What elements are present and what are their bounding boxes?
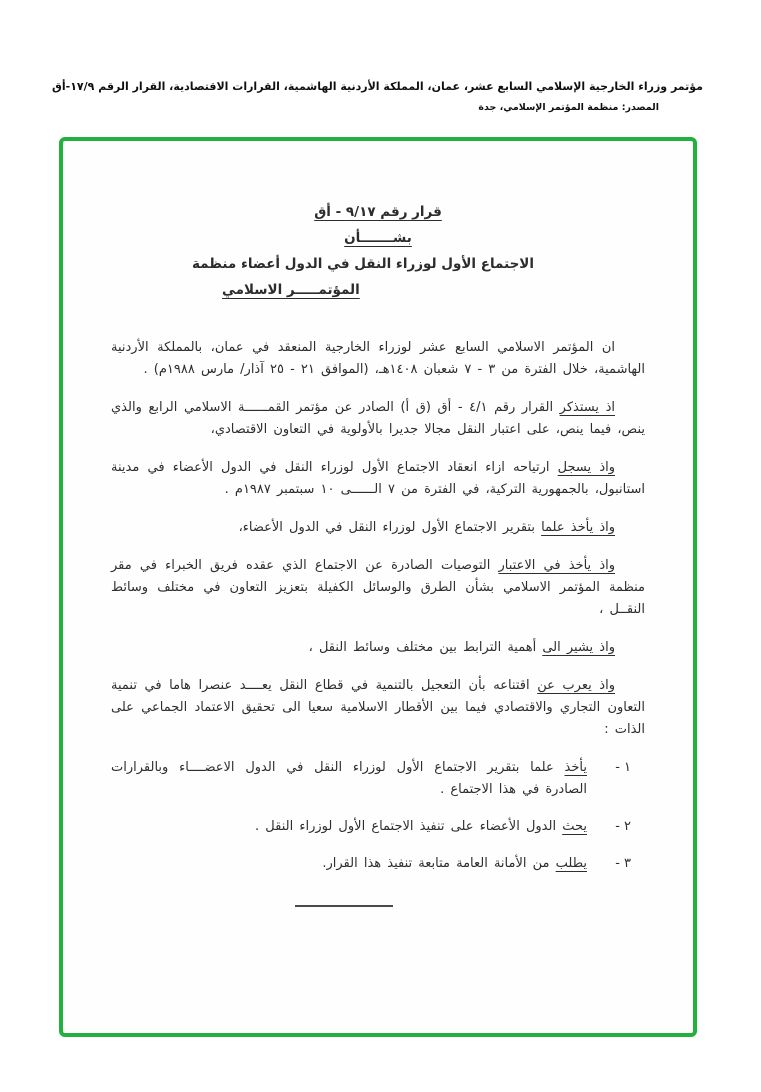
resolution-subject-line2: المؤتمـــــر الاسلامي [222, 281, 360, 298]
paragraph-text: اقتناعه بأن التعجيل بالتنمية في قطاع النقل يعــــد عنصرا هاما في تنمية التعاون التجاري والاقتصادي فيما بين الأقطار الاسلامية سعيا الى تحقيق الاعتماد الجماعي على الذات : [111, 677, 645, 737]
preamble-paragraph [111, 517, 645, 539]
item-body: من الأمانة العامة متابعة تنفيذ هذا القرار. [322, 855, 556, 871]
paragraph-text: ارتياحه ازاء انعقاد الاجتماع الأول لوزراء النقل في الدول الأعضاء في مدينة استانبول، بالجمهورية التركية، في الفترة من ٧ الــــــى ١٠ سبتمبر ١٩٨٧م . [111, 459, 645, 497]
catalog-header-line: مؤتمر وزراء الخارجية الإسلامي السابع عشر، عمان، المملكة الأردنية الهاشمية، القرارات الاقتصادية، القرار الرقم ١٧/٩-أق [52, 80, 703, 93]
item-body: علما بتقرير الاجتماع الأول لوزراء النقل في الدول الاعضــــاء وبالقرارات الصادرة في هذا الاجتماع . [111, 759, 587, 797]
item-number: ٣ - [615, 855, 631, 871]
paragraph-lead: واذ يشير الى [542, 639, 615, 655]
item-lead: يأخذ [564, 759, 587, 775]
preamble-paragraph [111, 675, 645, 741]
item-body: الدول الأعضاء على تنفيذ الاجتماع الأول لوزراء النقل . [255, 818, 563, 834]
item-text [111, 757, 587, 801]
closing-rule [295, 905, 393, 907]
operative-item [111, 853, 631, 875]
preamble-paragraph [111, 337, 645, 381]
paragraph-lead: واذ يعرب عن [537, 677, 615, 693]
preamble-paragraph [111, 457, 645, 501]
catalog-source-line: المصدر: منظمة المؤتمر الإسلامي، جدة [478, 101, 659, 113]
paragraph-lead: اذ يستذكر [559, 399, 616, 415]
paragraph-lead: واذ يأخذ في الاعتبار [498, 557, 616, 573]
preamble-paragraph [111, 637, 645, 659]
paragraph-text: ان المؤتمر الاسلامي السابع عشر لوزراء الخارجية المنعقد في عمان، بالمملكة الأردنية الهاشمية، خلال الفترة من ٣ - ٧ شعبان ١٤٠٨هـ، (الموافق ٢١ - ٢٥ آذار/ مارس ١٩٨٨م) . [111, 339, 645, 377]
paragraph-lead: واذ يسجل [557, 459, 615, 475]
scan-highlight-frame [59, 137, 697, 1037]
operative-clauses [111, 757, 645, 875]
item-number: ٢ - [615, 818, 631, 834]
item-number: ١ - [615, 759, 631, 775]
resolution-subject-container [191, 251, 534, 303]
scanned-resolution-document [111, 199, 645, 907]
item-text [111, 816, 587, 838]
paragraph-text: القرار رقم ٤/١ - أق (ق أ) الصادر عن مؤتمر القمــــــة الاسلامي الرابع والذي ينص، فيما ينص، على اعتبار النقل مجالا جديرا بالأولوية في التعاون الاقتصادي، [111, 399, 645, 437]
preamble-paragraph [111, 397, 645, 441]
paragraph-lead: واذ يأخذ علما [541, 519, 615, 535]
paragraph-text: التوصيات الصادرة عن الاجتماع الذي عقده فريق الخبراء في مقر منظمة المؤتمر الاسلامي بشأن الطرق والوسائل الكفيلة بتعزيز التعاون في مختلف وسائط النقــل ، [111, 557, 645, 617]
resolution-subject-word: بشـــــــأن [344, 229, 412, 246]
paragraph-text: أهمية الترابط بين مختلف وسائط النقل ، [308, 639, 543, 655]
resolution-title-block [111, 199, 645, 303]
item-lead: يحث [562, 818, 587, 834]
item-lead: يطلب [555, 855, 587, 871]
preamble-paragraph [111, 555, 645, 621]
paragraph-text: بتقرير الاجتماع الأول لوزراء النقل في الدول الأعضاء، [238, 519, 542, 535]
resolution-subject-line1: الاجتماع الأول لوزراء النقل في الدول أعضاء منظمة [191, 255, 534, 272]
resolution-number-title: قرار رقم ٩/١٧ - أق [314, 203, 442, 220]
operative-item [111, 757, 631, 801]
item-text [111, 853, 587, 875]
operative-item [111, 816, 631, 838]
